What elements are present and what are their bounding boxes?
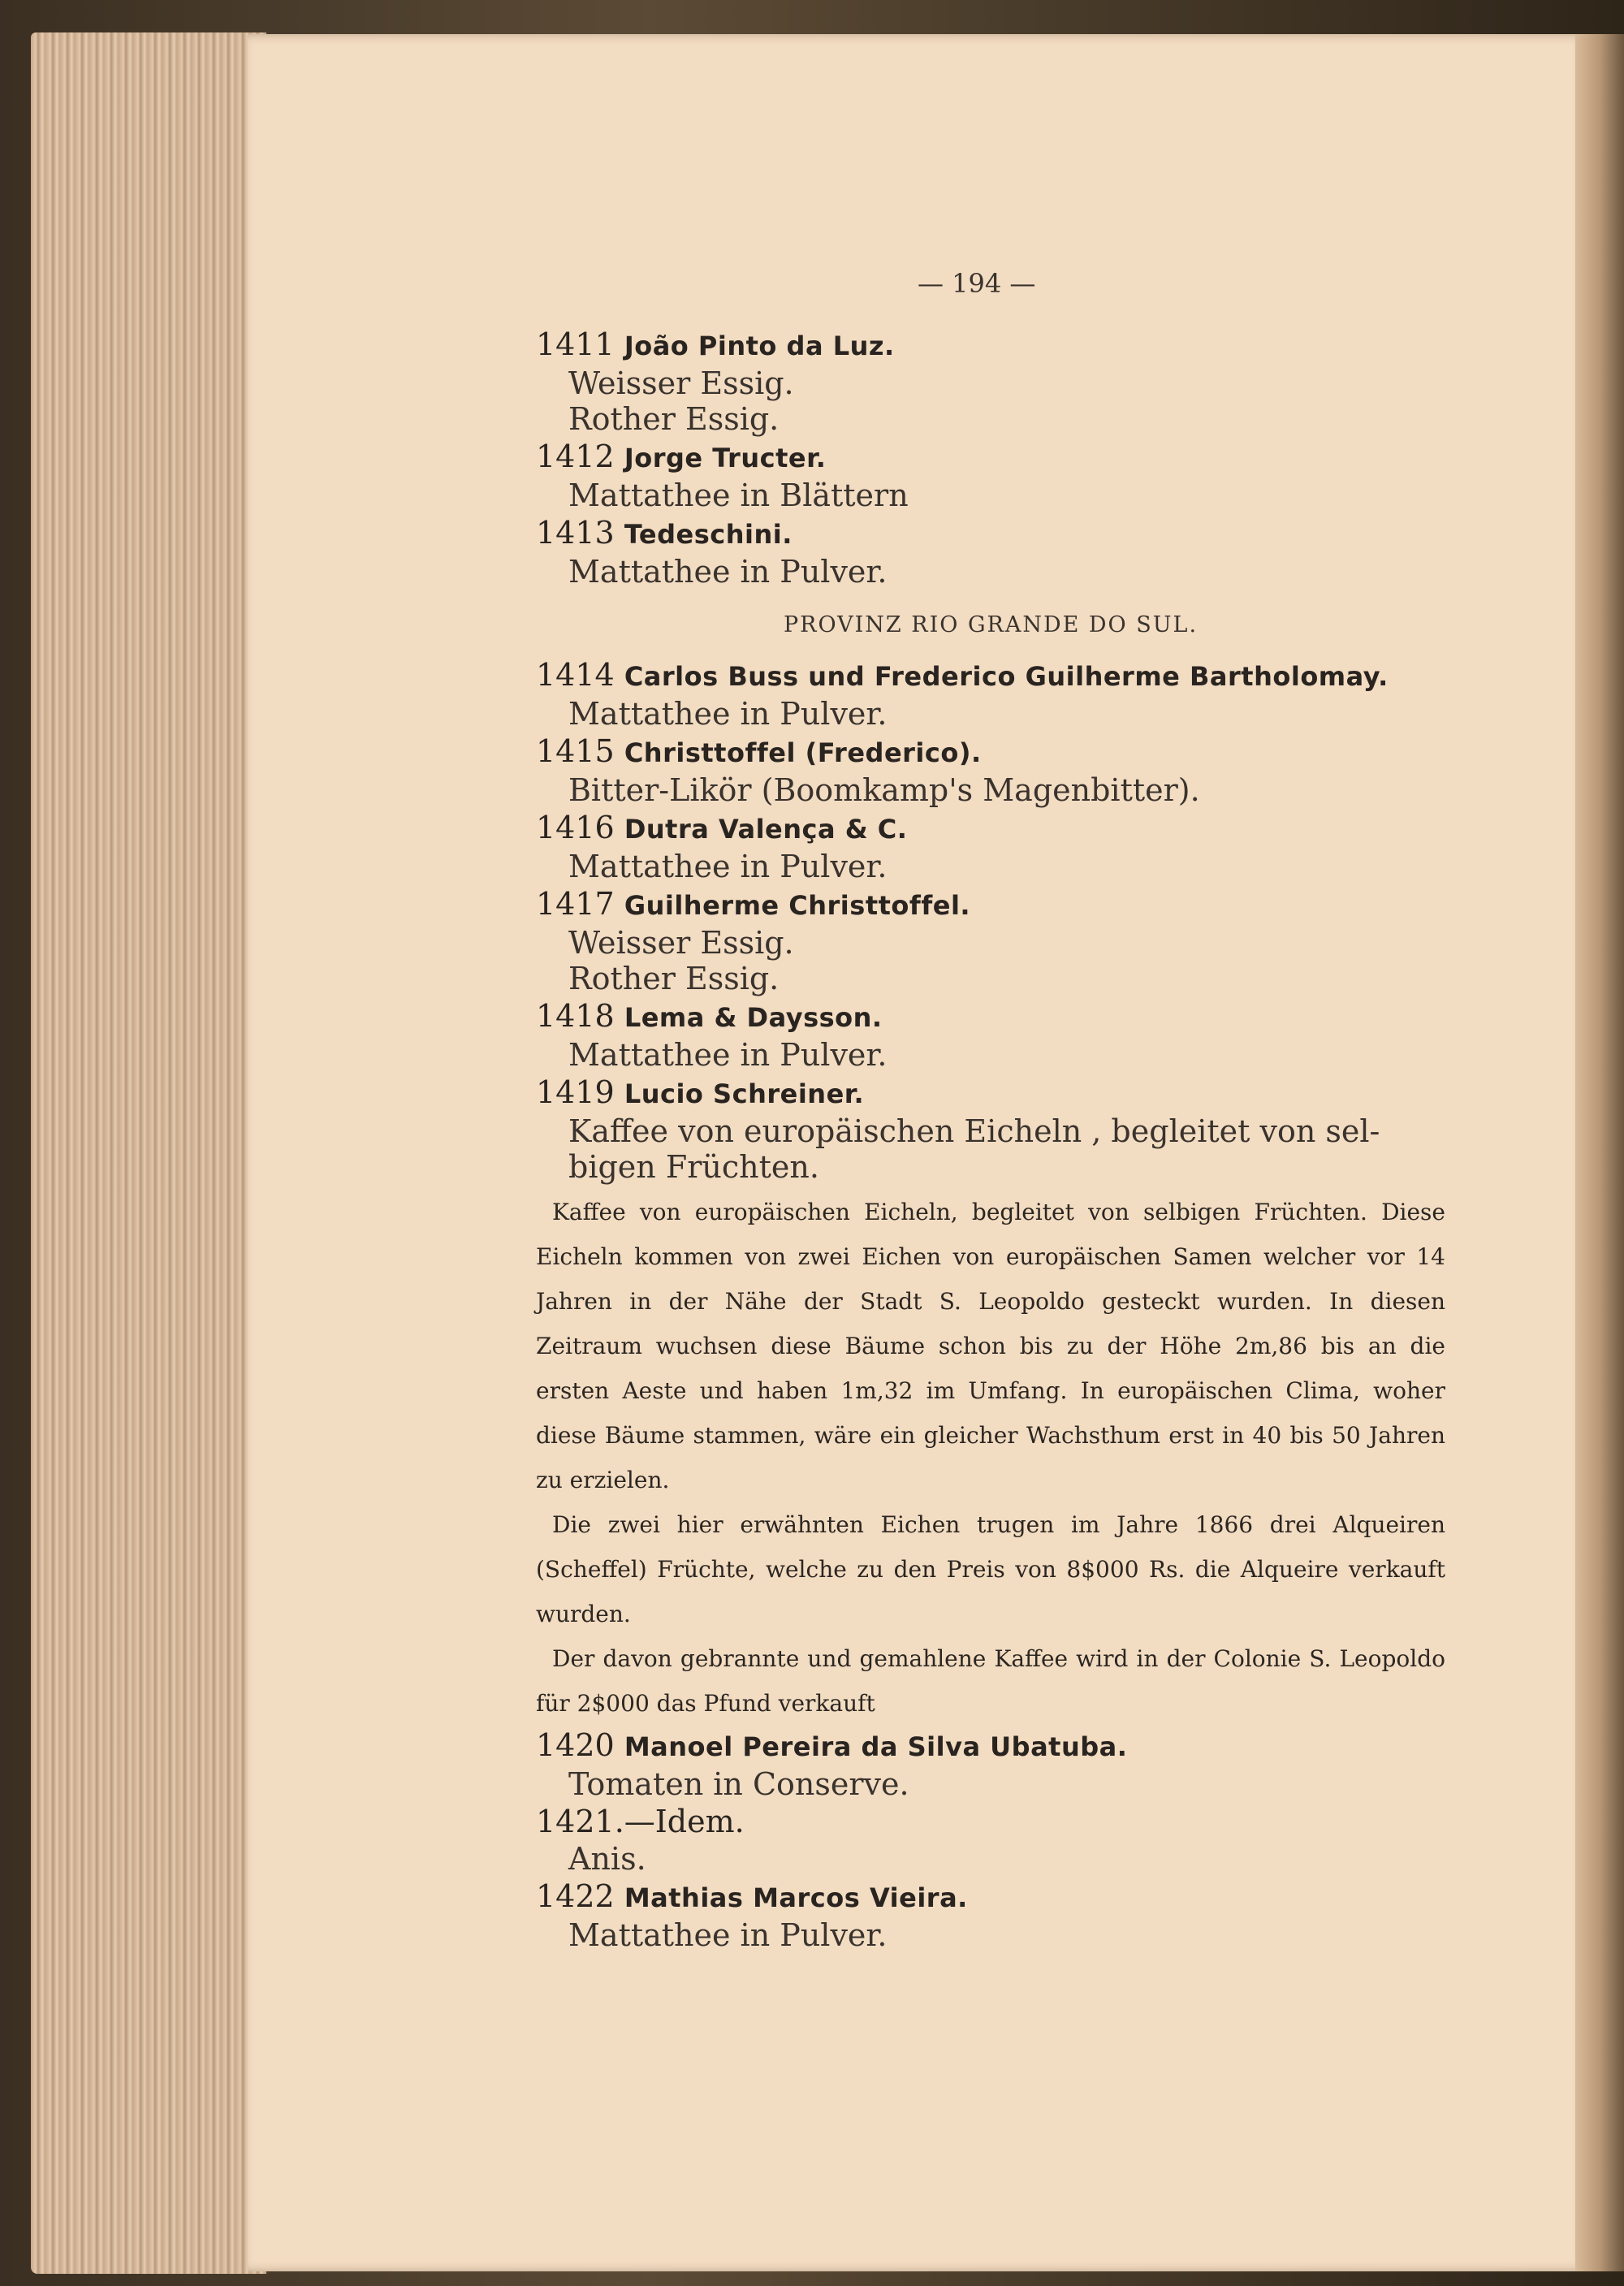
entry-1419 xyxy=(536,1073,1445,1185)
description-paragraph: Der davon gebrannte und gemahlene Kaffee wird in der Colonie S. Leopoldo für 2$000 das Pfund verkauft xyxy=(536,1645,1445,1717)
exhibitor-name: Jorge Tructer. xyxy=(624,443,827,473)
entry-idem: —Idem. xyxy=(624,1804,745,1839)
exhibitor-name: Mathias Marcos Vieira. xyxy=(624,1882,968,1913)
entry-item: Kaffee von europäischen Eicheln , begleitet von sel- xyxy=(568,1113,1380,1149)
entry-1417 xyxy=(536,884,1445,996)
entry-1412 xyxy=(536,437,1445,513)
entry-item: Weisser Essig. xyxy=(568,365,794,401)
description-paragraph: Die zwei hier erwähnten Eichen trugen im Jahre 1866 drei Alqueiren (Scheffel) Früchte, welche zu den Preis von 8$000 Rs. die Alqueire verkauft wurden. xyxy=(536,1511,1445,1627)
entry-number: 1414 xyxy=(536,657,615,693)
entry-1418 xyxy=(536,996,1445,1073)
entry-1420 xyxy=(536,1726,1445,1802)
entry-1411 xyxy=(536,325,1445,437)
entry-number: 1420 xyxy=(536,1727,615,1763)
exhibitor-name: Christtoffel (Frederico). xyxy=(624,737,982,768)
entry-item: Mattathee in Pulver. xyxy=(568,1917,888,1953)
page-content xyxy=(536,260,1445,1953)
entry-1422 xyxy=(536,1877,1445,1953)
description-block xyxy=(536,1190,1445,1726)
entry-number: 1411 xyxy=(536,326,615,362)
entry-1416 xyxy=(536,808,1445,884)
entry-item: Tomaten in Conserve. xyxy=(568,1766,909,1802)
entry-item: Mattathee in Pulver. xyxy=(568,554,888,590)
entry-1415 xyxy=(536,732,1445,808)
entry-1421 xyxy=(536,1802,1445,1877)
entry-item: Rother Essig. xyxy=(568,401,780,437)
entry-number: 1419 xyxy=(536,1074,615,1110)
entry-number: 1422 xyxy=(536,1878,615,1914)
entry-number: 1413 xyxy=(536,515,615,551)
exhibitor-name: Lucio Schreiner. xyxy=(624,1078,865,1109)
exhibitor-name: João Pinto da Luz. xyxy=(624,331,895,361)
page-number: — 194 — xyxy=(918,268,1036,299)
exhibitor-name: Carlos Buss und Frederico Guilherme Bartholomay. xyxy=(624,661,1389,692)
exhibitor-name: Lema & Daysson. xyxy=(624,1002,883,1033)
entry-item: Mattathee in Blättern xyxy=(568,478,909,513)
entry-item: Weisser Essig. xyxy=(568,925,794,961)
entry-item: Mattathee in Pulver. xyxy=(568,849,888,884)
entry-number: 1421. xyxy=(536,1804,624,1839)
entry-number: 1417 xyxy=(536,886,615,922)
entry-item: bigen Früchten. xyxy=(568,1149,819,1185)
entry-number: 1418 xyxy=(536,998,615,1034)
exhibitor-name: Guilherme Christtoffel. xyxy=(624,890,971,921)
entry-number: 1416 xyxy=(536,810,615,845)
entry-item: Mattathee in Pulver. xyxy=(568,696,888,732)
entry-item: Bitter-Likör (Boomkamp's Magenbitter). xyxy=(568,772,1200,808)
entry-1414 xyxy=(536,655,1445,732)
entry-1413 xyxy=(536,513,1445,590)
exhibitor-name: Manoel Pereira da Silva Ubatuba. xyxy=(624,1731,1128,1762)
province-heading: PROVINZ RIO GRANDE DO SUL. xyxy=(783,612,1199,637)
exhibitor-name: Tedeschini. xyxy=(624,519,793,550)
entry-item: Rother Essig. xyxy=(568,961,780,996)
exhibitor-name: Dutra Valença & C. xyxy=(624,814,908,845)
description-paragraph: Kaffee von europäischen Eicheln, begleitet von selbigen Früchten. Diese Eicheln kommen von zwei Eichen von europäischen Samen welcher vor 14 Jahren in der Nähe der Stadt S. Leopoldo gesteckt wurden. In diesen Zeitraum wuchsen diese Bäume schon bis zu der Höhe 2m,86 bis an die ersten Aeste und haben 1m,32 im Umfang. In europäischen Clima, woher diese Bäume stammen, wäre ein gleicher Wachsthum erst in 40 bis 50 Jahren zu erzielen. xyxy=(536,1199,1445,1493)
entry-number: 1412 xyxy=(536,439,615,474)
entry-item: Anis. xyxy=(568,1841,646,1877)
page-stack-edge xyxy=(31,32,266,2274)
entry-number: 1415 xyxy=(536,733,615,769)
book-gutter xyxy=(1575,34,1624,2271)
entry-item: Mattathee in Pulver. xyxy=(568,1037,888,1073)
